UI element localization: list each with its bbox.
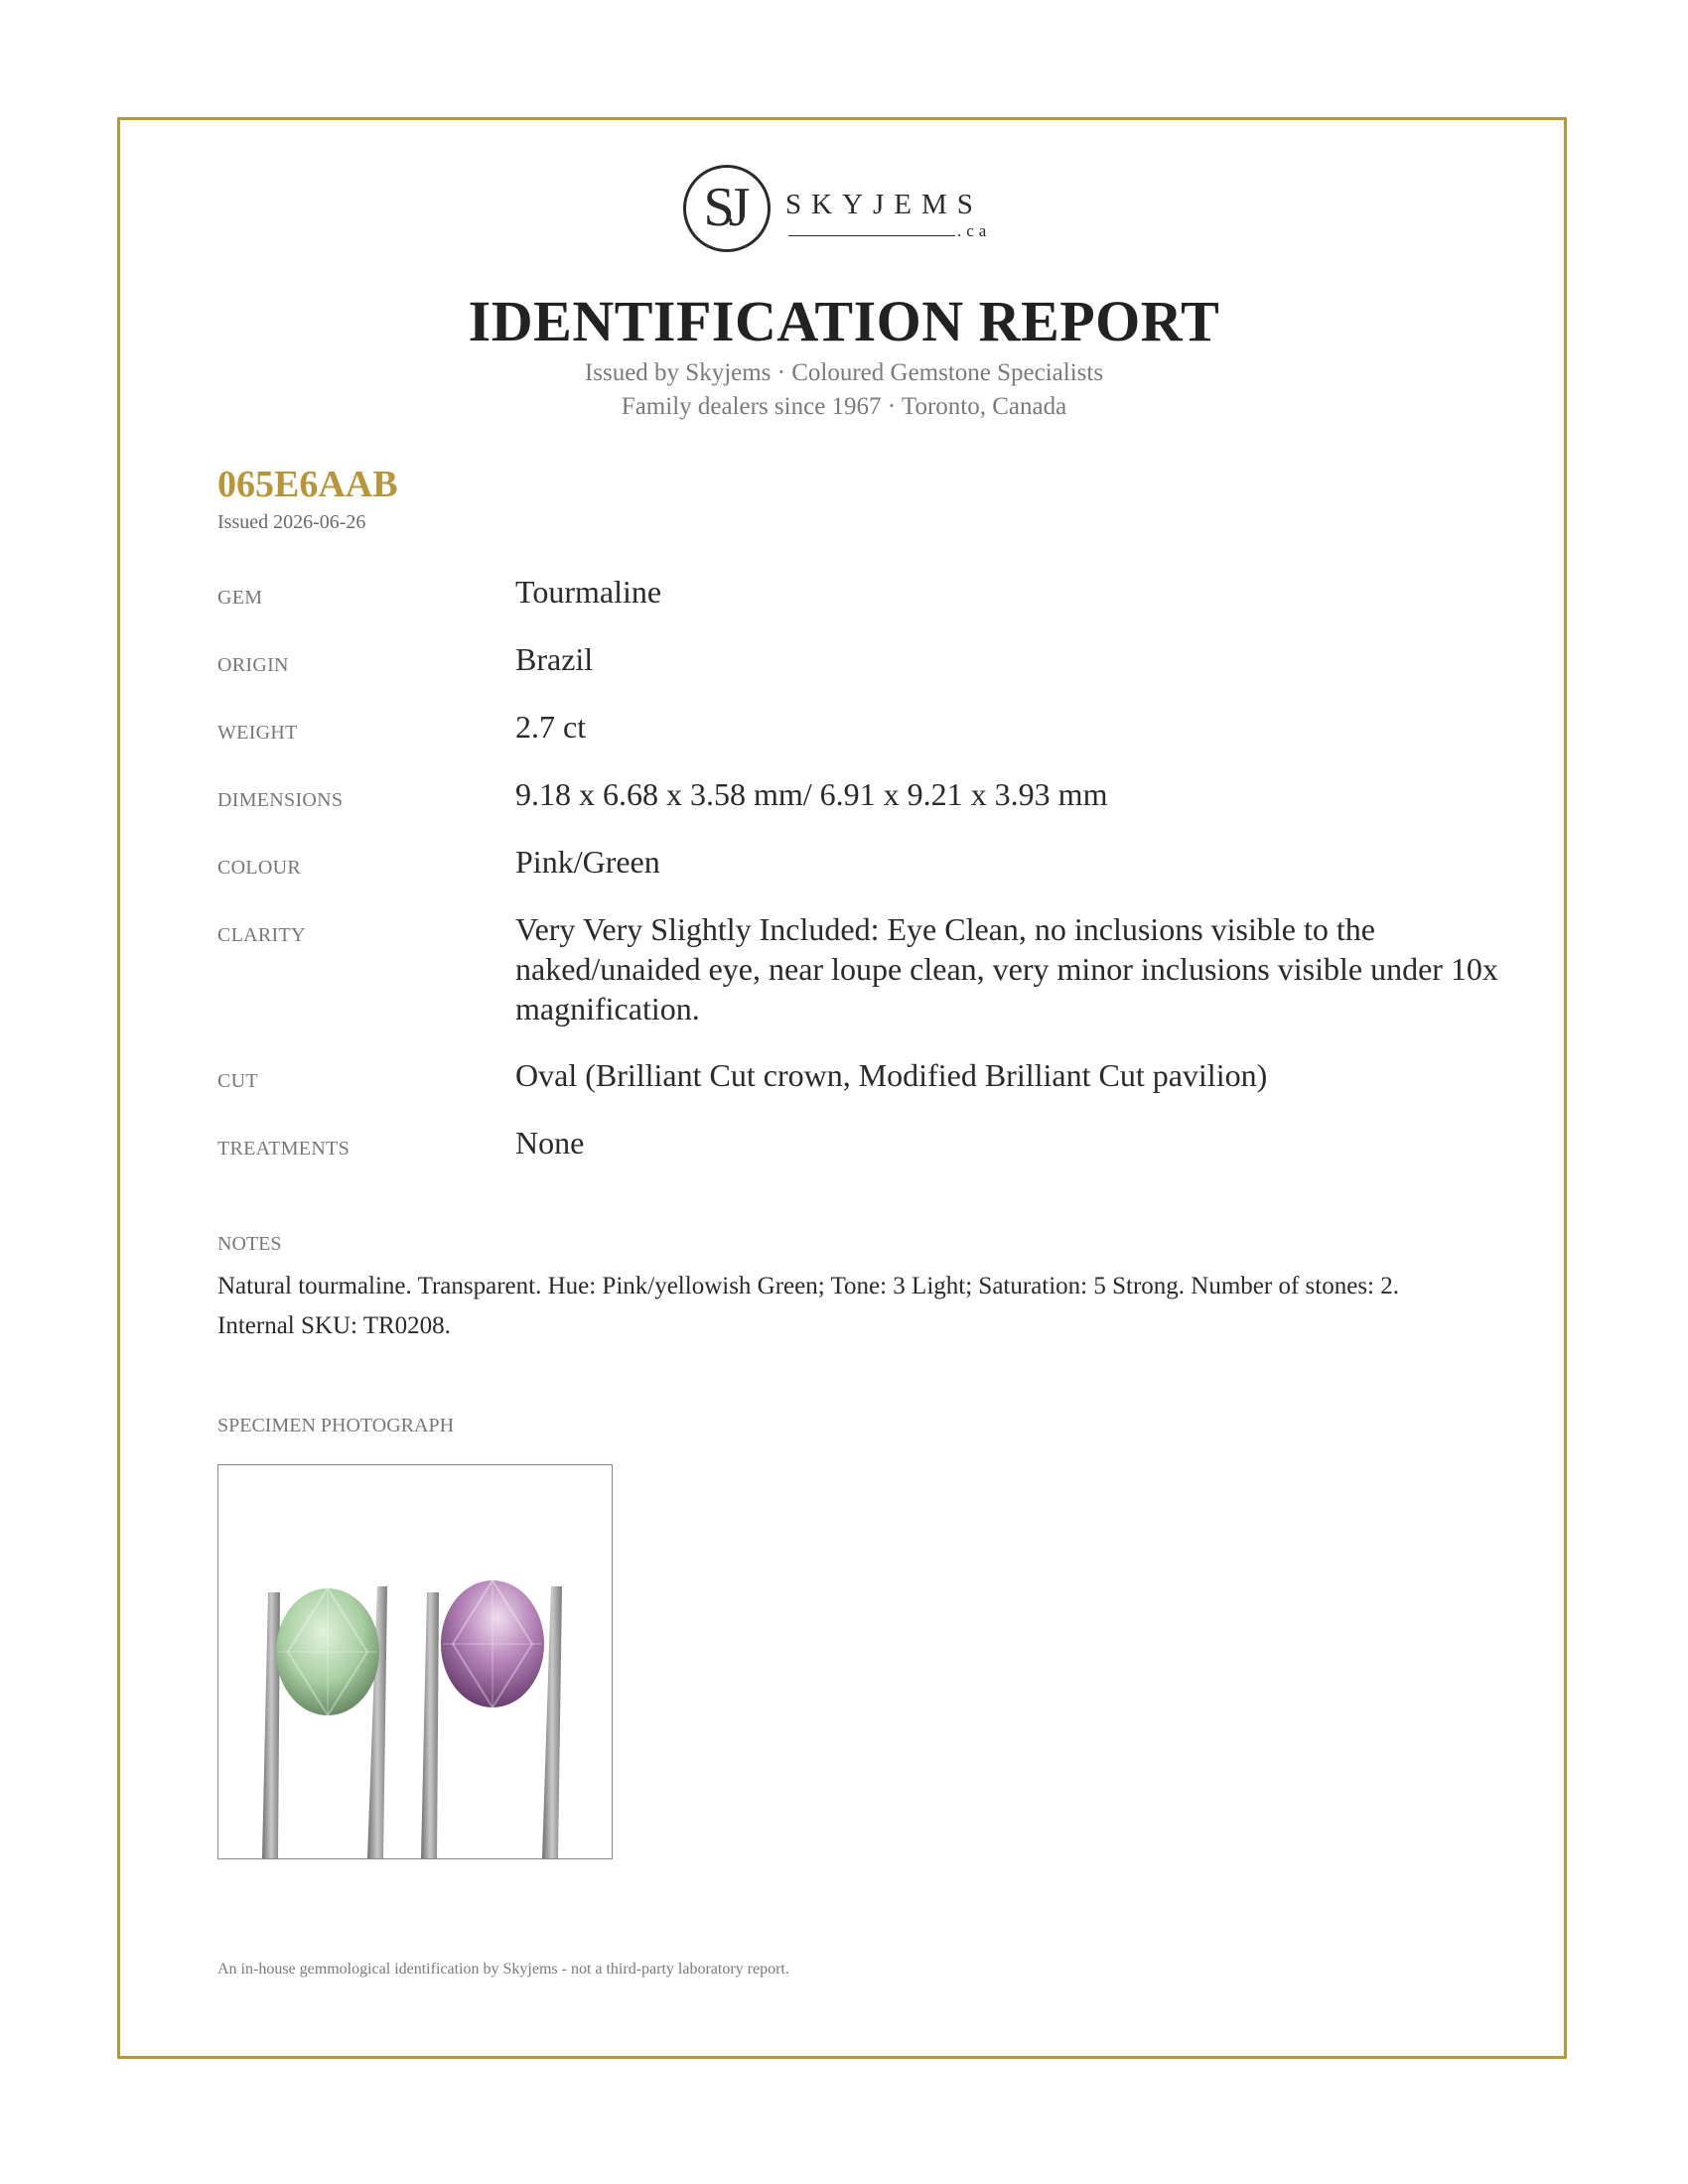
tweezer-tip xyxy=(421,1592,439,1858)
issue-date: Issued 2026-06-26 xyxy=(217,511,366,533)
field-label: CUT xyxy=(217,1070,258,1092)
logo-wordmark: SKYJEMS xyxy=(785,189,983,220)
field-value: 9.18 x 6.68 x 3.58 mm/ 6.91 x 9.21 x 3.93 mm xyxy=(515,776,1108,812)
field-value: 2.7 ct xyxy=(515,709,587,745)
notes-label: NOTES xyxy=(217,1233,282,1255)
field-value: None xyxy=(515,1125,585,1160)
tweezer-tip xyxy=(262,1592,280,1858)
logo-monogram: SJ xyxy=(683,165,771,252)
field-value: Very Very Slightly Included: Eye Clean, no inclusions visible to the naked/unaided eye, near loupe clean, very minor inclusions visible under 10x magnification. xyxy=(515,911,1498,1026)
field-label: ORIGIN xyxy=(217,654,289,676)
photo-label: SPECIMEN PHOTOGRAPH xyxy=(217,1415,455,1436)
report-id: 065E6AAB xyxy=(217,464,398,505)
dealer-line: Family dealers since 1967 · Toronto, Canada xyxy=(621,393,1067,420)
field-value: Tourmaline xyxy=(515,574,662,610)
skyjems-logo xyxy=(683,165,1011,264)
field-label: DIMENSIONS xyxy=(217,789,344,811)
issuer-line: Issued by Skyjems · Coloured Gemstone Specialists xyxy=(584,359,1104,386)
field-label: TREATMENTS xyxy=(217,1138,350,1160)
field-label: WEIGHT xyxy=(217,722,298,744)
field-label: GEM xyxy=(217,587,263,609)
notes-text: Natural tourmaline. Transparent. Hue: Pink/yellowish Green; Tone: 3 Light; Saturation: 5 Strong. Number of stones: 2. Internal SKU: TR0208. xyxy=(217,1273,1399,1339)
field-value: Brazil xyxy=(515,641,594,677)
tweezer-tip xyxy=(542,1586,562,1858)
field-label: CLARITY xyxy=(217,924,306,946)
field-label: COLOUR xyxy=(217,857,302,879)
logo-underline xyxy=(788,235,955,236)
field-value: Pink/Green xyxy=(515,844,660,880)
specimen-photograph xyxy=(217,1464,613,1859)
gemstone-photo-illustration xyxy=(218,1465,612,1858)
page-title: IDENTIFICATION REPORT xyxy=(468,289,1220,353)
footer-disclaimer: An in-house gemmological identification by Skyjems - not a third-party laboratory report. xyxy=(217,1961,789,1978)
field-value: Oval (Brilliant Cut crown, Modified Brilliant Cut pavilion) xyxy=(515,1057,1268,1093)
logo-domain: .ca xyxy=(957,221,992,240)
